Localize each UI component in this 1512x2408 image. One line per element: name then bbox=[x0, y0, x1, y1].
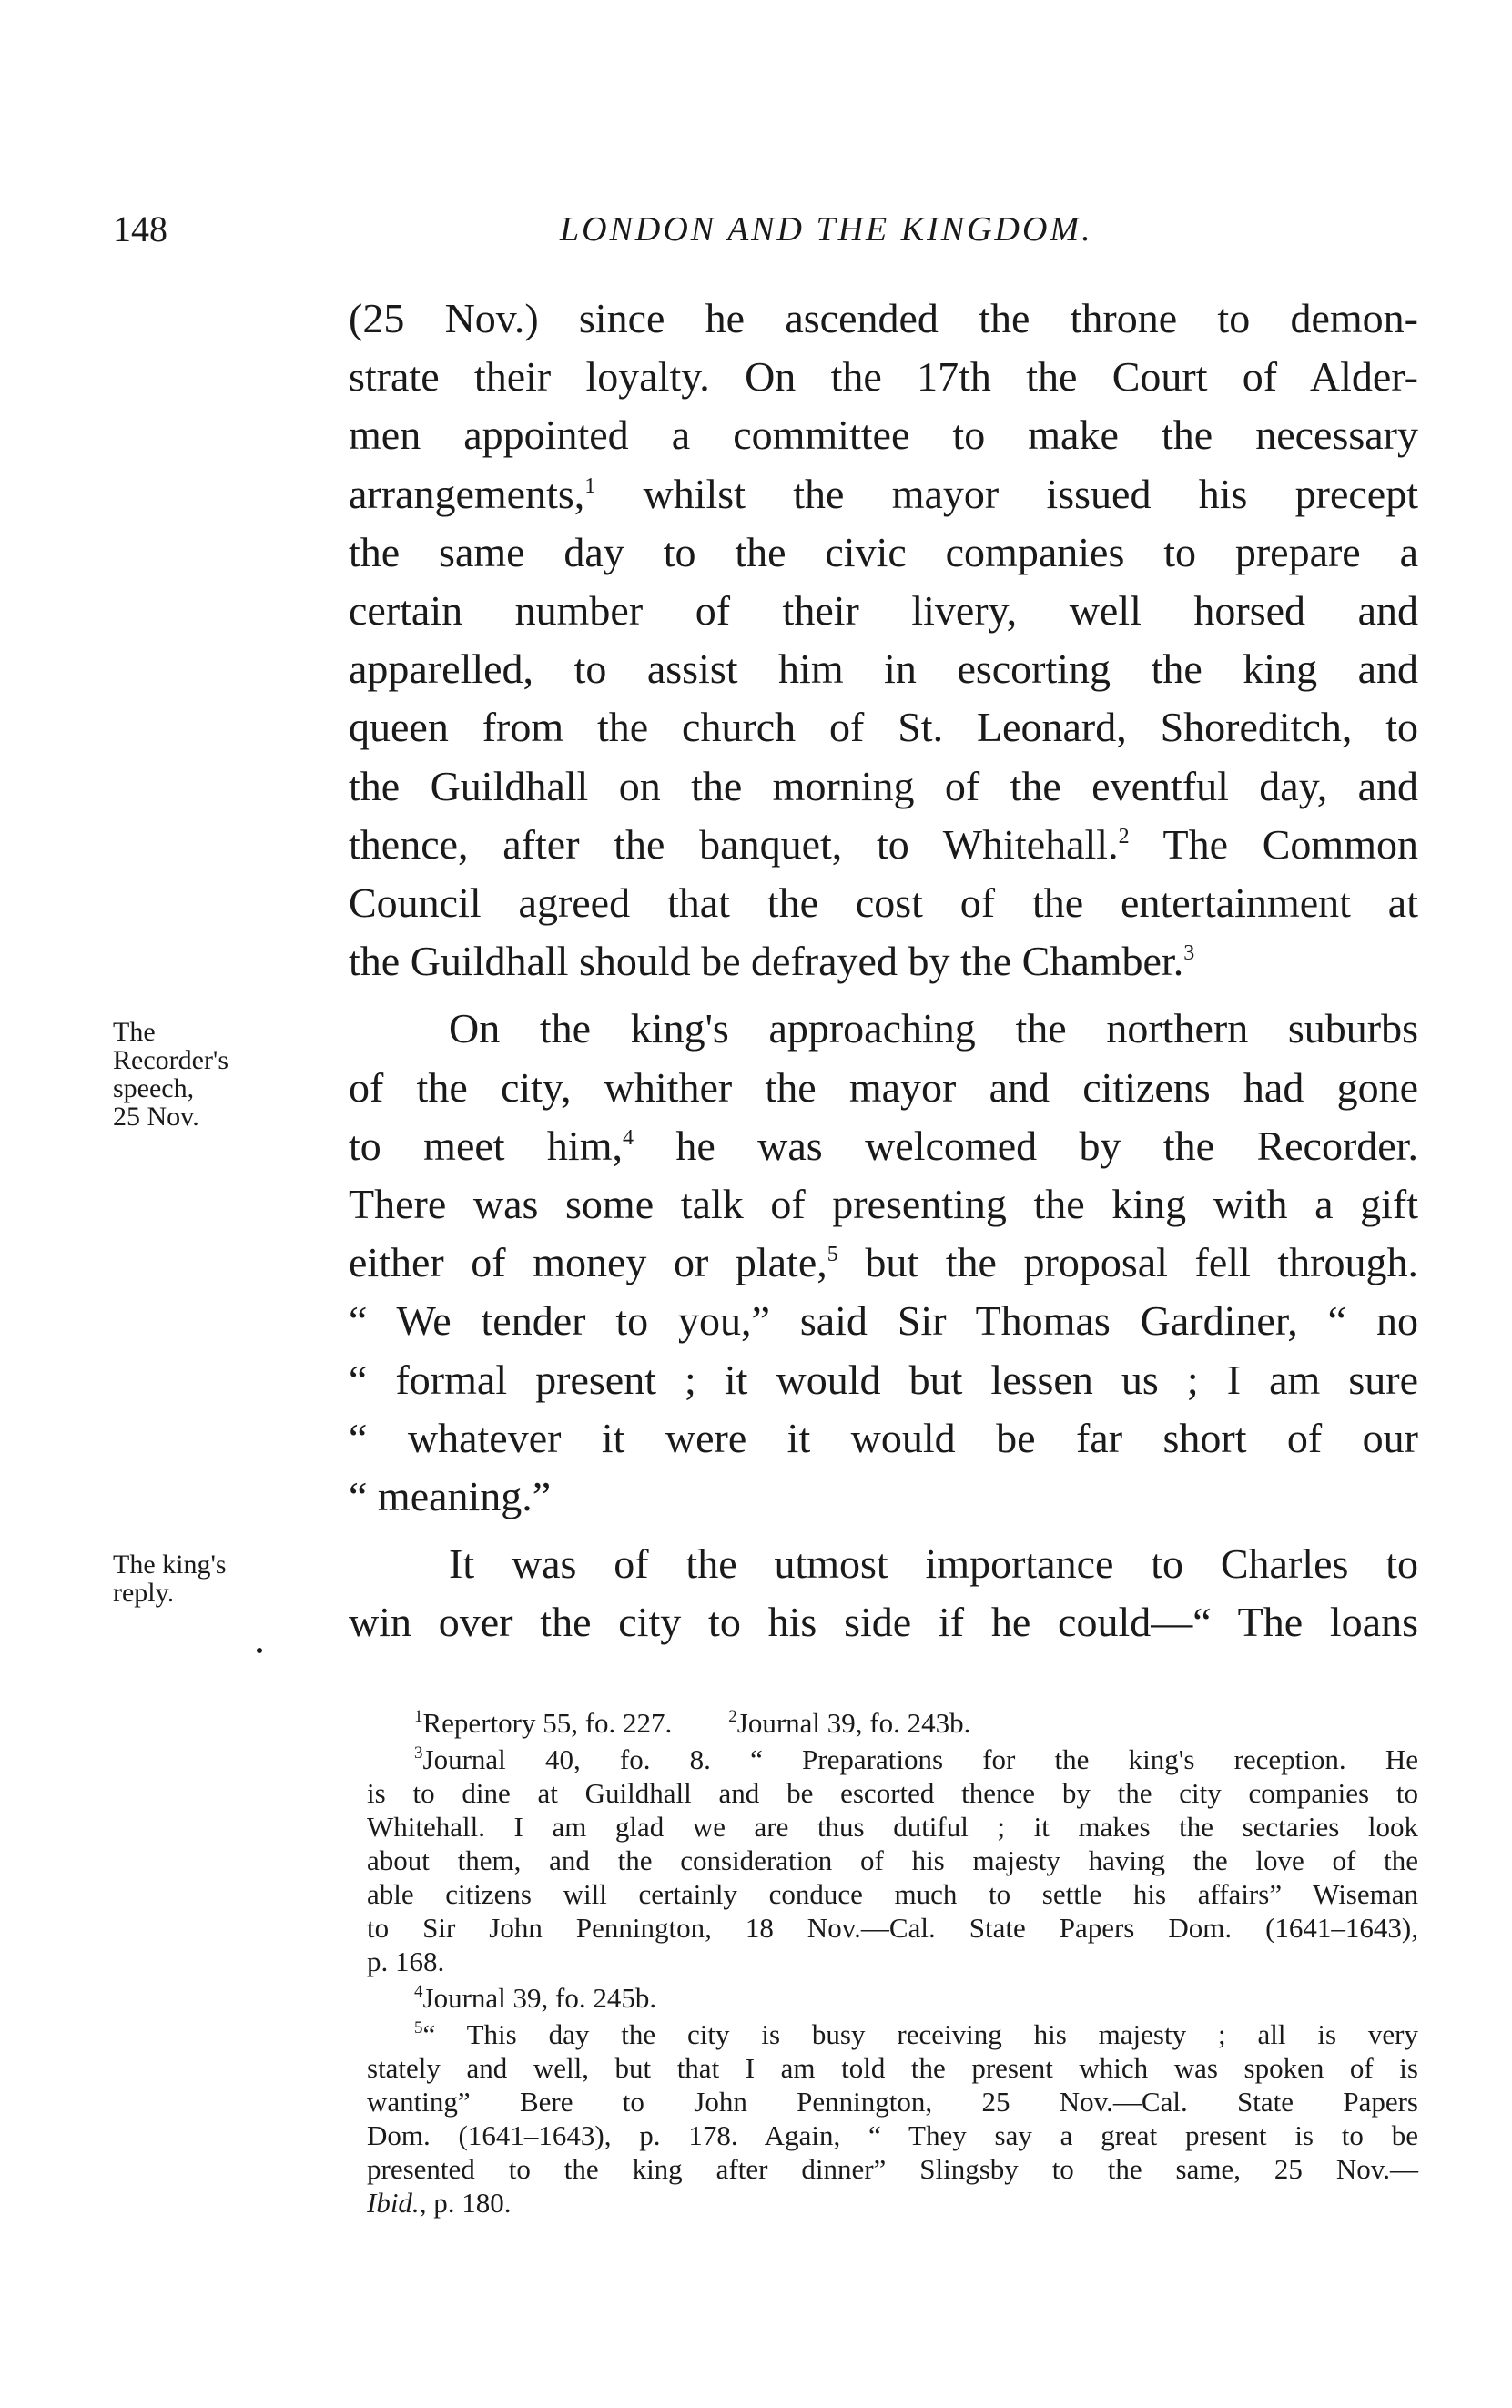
text-line: arrangements,$^1$ whilst the mayor issued his precept bbox=[349, 470, 1418, 517]
margin-note-kings-reply bbox=[113, 1550, 322, 1607]
footnote-3 bbox=[367, 1742, 1418, 1978]
text-line: “ meaning.” bbox=[349, 1473, 552, 1520]
footnote-1-2 bbox=[367, 1706, 1418, 1740]
margin-note-line: The king's bbox=[113, 1549, 227, 1580]
margin-note-line: Recorder's bbox=[113, 1045, 229, 1075]
footnote-line: Dom. (1641–1643), p. 178. Again, “ They say a great present is to be bbox=[367, 2119, 1418, 2151]
footnote-ref: 3 bbox=[1183, 941, 1195, 966]
text-line: of the city, whither the mayor and citizens had gone bbox=[349, 1063, 1418, 1111]
text-line: certain number of their livery, well horsed and bbox=[349, 587, 1418, 635]
margin-note-line: speech, bbox=[113, 1073, 195, 1103]
footnote-5 bbox=[367, 2017, 1418, 2220]
footnotes bbox=[367, 1706, 1418, 2222]
stray-mark bbox=[257, 1648, 262, 1653]
footnote-ref: 2 bbox=[1118, 824, 1130, 848]
footnote-4 bbox=[367, 1981, 1418, 2015]
footnote-line: wanting” Bere to John Pennington, 25 Nov.—Cal. State Papers bbox=[367, 2086, 1418, 2118]
margin-note-line: reply. bbox=[113, 1578, 175, 1608]
text-line: queen from the church of St. Leonard, Shoreditch, to bbox=[349, 704, 1418, 751]
text-line: It was of the utmost importance to Charles to bbox=[449, 1540, 1418, 1588]
text-line: the same day to the civic companies to prepare a bbox=[349, 528, 1418, 575]
footnote-line: $^4$Journal 39, fo. 245b. bbox=[414, 1982, 657, 2014]
paragraph-2 bbox=[349, 1000, 1418, 1526]
text-line: thence, after the banquet, to Whitehall.$^2$ The Common bbox=[349, 820, 1418, 868]
footnote-line: Ibid., p. 180. bbox=[367, 2187, 512, 2219]
running-title: LONDON AND THE KINGDOM. bbox=[560, 210, 1093, 249]
text-line: “ We tender to you,” said Sir Thomas Gardiner, “ no bbox=[349, 1297, 1418, 1345]
footnote-line: $^1$Repertory 55, fo. 227. $^2$Journal 39, fo. 243b. bbox=[414, 1707, 971, 1739]
footnote-line: is to dine at Guildhall and be escorted thence by the city companies to bbox=[367, 1777, 1418, 1809]
text-line: (25 Nov.) since he ascended the throne to demon- bbox=[349, 295, 1418, 341]
text-line: the Guildhall on the morning of the eventful day, and bbox=[349, 762, 1418, 809]
text-line: On the king's approaching the northern suburbs bbox=[449, 1005, 1418, 1052]
footnote-ref: 5 bbox=[827, 1243, 838, 1267]
text-line: Council agreed that the cost of the entertainment at bbox=[349, 879, 1418, 927]
footnote-line: about them, and the consideration of his majesty having the love of the bbox=[367, 1844, 1418, 1876]
footnote-line: p. 168. bbox=[367, 1946, 445, 1977]
paragraph-3 bbox=[349, 1535, 1418, 1651]
footnote-line: $^3$Journal 40, fo. 8. “ Preparations for the king's reception. He bbox=[414, 1743, 1418, 1775]
footnote-ref: 1 bbox=[584, 473, 596, 498]
footnote-line: Whitehall. I am glad we are thus dutiful ; it makes the sectaries look bbox=[367, 1811, 1418, 1843]
text-line: to meet him,$^4$ he was welcomed by the Recorder. bbox=[349, 1122, 1418, 1169]
footnote-line: presented to the king after dinner” Slingsby to the same, 25 Nov.— bbox=[367, 2153, 1418, 2185]
text-line: “ formal present ; it would but lessen us ; I am sure bbox=[349, 1356, 1418, 1403]
text-line: either of money or plate,$^5$ but the proposal fell through. bbox=[349, 1239, 1418, 1286]
footnote-ref: 4 bbox=[623, 1125, 634, 1150]
footnote-line: stately and well, but that I am told the present which was spoken of is bbox=[367, 2052, 1418, 2084]
footnote-line: able citizens will certainly conduce much to settle his affairs” Wiseman bbox=[367, 1878, 1418, 1910]
text-line: strate their loyalty. On the 17th the Court of Alder- bbox=[349, 353, 1418, 401]
page-number: 148 bbox=[113, 208, 167, 249]
margin-note-line: The bbox=[113, 1017, 156, 1047]
text-line: win over the city to his side if he could—“ The loans bbox=[349, 1599, 1418, 1646]
text-line: There was some talk of presenting the king with a gift bbox=[349, 1181, 1418, 1228]
body-text bbox=[349, 290, 1418, 1661]
footnote-line: to Sir John Pennington, 18 Nov.—Cal. State Papers Dom. (1641–1643), bbox=[367, 1912, 1418, 1944]
text-line: apparelled, to assist him in escorting the king and bbox=[349, 645, 1418, 693]
paragraph-1 bbox=[349, 290, 1418, 991]
text-line: the Guildhall should be defrayed by the Chamber.$^3$ bbox=[349, 938, 1195, 985]
margin-note-recorders-speech bbox=[113, 1018, 322, 1131]
text-line: “ whatever it were it would be far short of our bbox=[349, 1414, 1418, 1461]
footnote-line: $^5$“ This day the city is busy receiving his majesty ; all is very bbox=[414, 2018, 1418, 2050]
margin-note-line: 25 Nov. bbox=[113, 1102, 199, 1132]
text-line: men appointed a committee to make the necessary bbox=[349, 411, 1418, 459]
